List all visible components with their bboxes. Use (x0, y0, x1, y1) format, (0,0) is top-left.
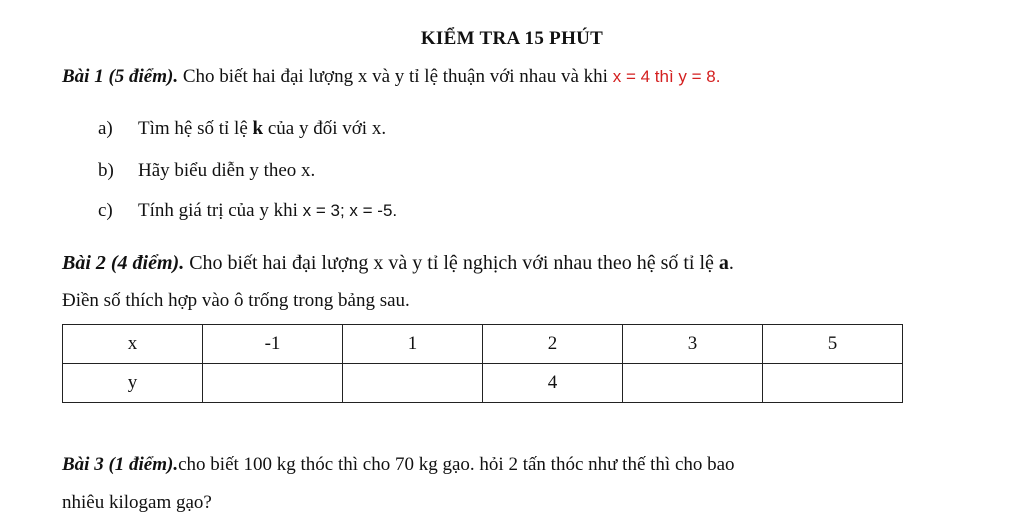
table-cell: 2 (483, 325, 623, 364)
item-text: Tìm hệ số tỉ lệ (138, 118, 253, 139)
bai1-item-a (98, 118, 386, 140)
item-text: Tính giá trị của y khi (138, 200, 303, 221)
item-bold: k (252, 118, 264, 139)
bai1-item-b (98, 160, 315, 182)
value-table (62, 324, 903, 403)
page-title: KIỂM TRA 15 PHÚT (420, 28, 604, 49)
bai1-statement (62, 66, 721, 88)
bai1-condition-y: y = 8 (678, 67, 716, 86)
item-label: b) (98, 160, 114, 181)
bai1-condition-x: x = 4 (612, 67, 651, 86)
table-cell-blank[interactable] (343, 364, 483, 403)
item-text-post: của y đối với x. (263, 118, 387, 139)
bai1-text: Cho biết hai đại lượng x và y tỉ lệ thuận với nhau và khi (178, 66, 613, 87)
table-cell-blank[interactable] (763, 364, 903, 403)
bai2-statement (62, 252, 734, 275)
bai2-end: . (728, 252, 734, 274)
table-cell: -1 (203, 325, 343, 364)
table-cell: 5 (763, 325, 903, 364)
table-cell: 1 (343, 325, 483, 364)
bai3-statement (62, 454, 735, 476)
table-cell: y (63, 364, 203, 403)
bai3-text: cho biết 100 kg thóc thì cho 70 kg gạo. hỏi 2 tấn thóc như thế thì cho bao (178, 454, 735, 475)
table-cell-blank[interactable] (203, 364, 343, 403)
item-label: a) (98, 118, 113, 139)
table-row-x (63, 325, 903, 364)
table-cell: x (63, 325, 203, 364)
table-row-y (63, 364, 903, 403)
table-cell: 4 (483, 364, 623, 403)
bai2-heading: Bài 2 (4 điểm). (62, 252, 185, 274)
item-text: Hãy biểu diễn y theo x. (138, 160, 316, 181)
bai1-end: . (715, 67, 721, 86)
bai2-coefficient: a (718, 252, 729, 274)
item-label: c) (98, 200, 113, 221)
bai2-instruction: Điền số thích hợp vào ô trống trong bảng sau. (62, 290, 410, 311)
bai3-line2: nhiêu kilogam gạo? (62, 492, 212, 513)
bai2-text: Cho biết hai đại lượng x và y tỉ lệ nghịch với nhau theo hệ số tỉ lệ (184, 252, 719, 274)
bai3-heading: Bài 3 (1 điểm). (62, 454, 179, 475)
item-values: x = 3; x = -5. (302, 201, 398, 220)
bai1-mid: thì (650, 67, 679, 86)
table-cell: 3 (623, 325, 763, 364)
table-cell-blank[interactable] (623, 364, 763, 403)
bai1-item-c (98, 200, 397, 222)
bai1-heading: Bài 1 (5 điểm). (62, 66, 179, 87)
